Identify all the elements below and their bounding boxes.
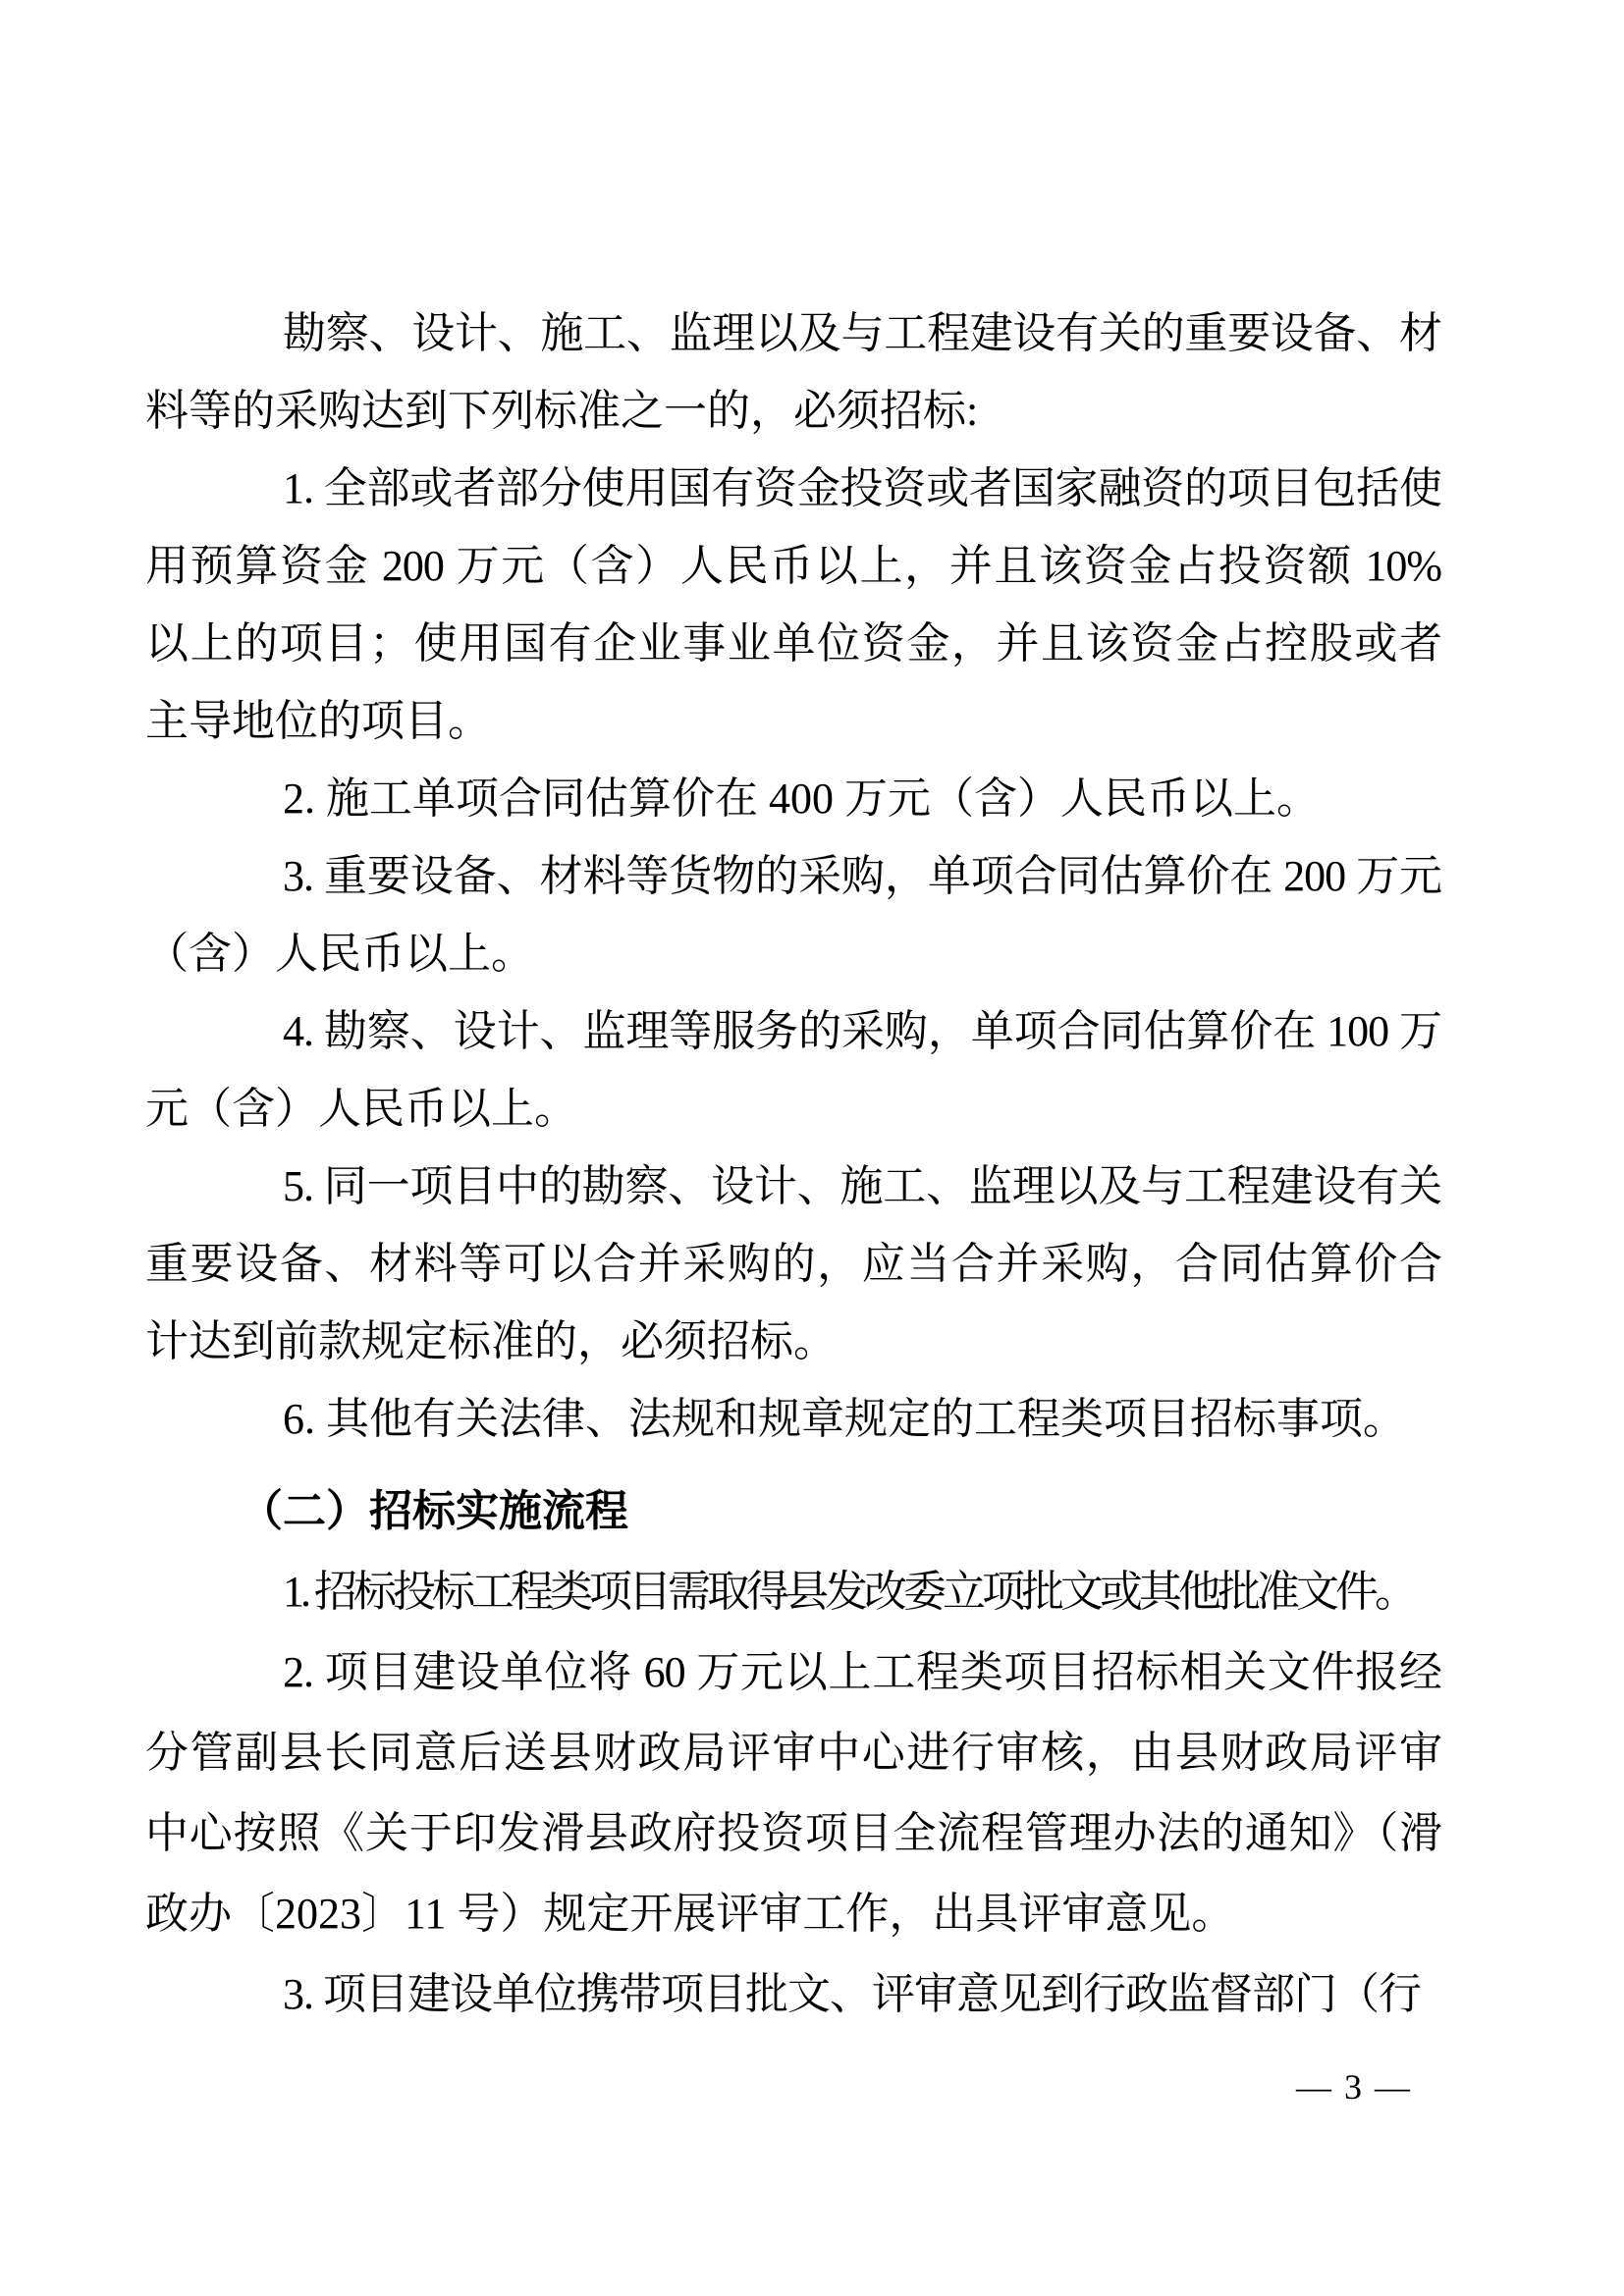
text-line: 分管副县长同意后送县财政局评审中心进行审核，由县财政局评审: [145, 1729, 1441, 1777]
text-line: 政办〔2023〕11 号）规定开展评审工作，出具评审意见。: [145, 1890, 1235, 1938]
text-line: 2. 施工单项合同估算价在 400 万元（含）人民币以上。: [283, 774, 1320, 823]
text-line: 计达到前款规定标准的，必须招标。: [145, 1317, 837, 1365]
text-line: 以上的项目；使用国有企业事业单位资金，并且该资金占控股或者: [145, 619, 1441, 667]
text-line: 主导地位的项目。: [145, 697, 491, 745]
text-line: （含）人民币以上。: [145, 930, 534, 978]
section-heading: （二）招标实施流程: [240, 1487, 628, 1535]
text-line: 用预算资金 200 万元（含）人民币以上，并且该资金占投资额 10%: [145, 542, 1441, 590]
section-bidding-process: [145, 1471, 1441, 2035]
text-line: 勘察、设计、施工、监理以及与工程建设有关的重要设备、材: [283, 309, 1441, 357]
text-line: 2. 项目建设单位将 60 万元以上工程类项目招标相关文件报经: [283, 1648, 1441, 1696]
text-line: 1. 全部或者部分使用国有资金投资或者国家融资的项目包括使: [283, 464, 1441, 512]
page-number: — 3 —: [1296, 2067, 1412, 2107]
section-bidding-standards: [145, 294, 1441, 1458]
text-line: 1. 招标投标工程类项目需取得县发改委立项批文或其他批准文件。: [283, 1568, 1414, 1616]
text-line: 4. 勘察、设计、监理等服务的采购，单项合同估算价在 100 万: [283, 1007, 1441, 1055]
text-line: 6. 其他有关法律、法规和规章规定的工程类项目招标事项。: [283, 1395, 1406, 1443]
document-body: [145, 294, 1441, 2035]
text-line: 3. 项目建设单位携带项目批文、评审意见到行政监督部门（行: [283, 1970, 1421, 2018]
text-line: 3. 重要设备、材料等货物的采购，单项合同估算价在 200 万元: [283, 852, 1441, 900]
text-line: 重要设备、材料等可以合并采购的，应当合并采购，合同估算价合: [145, 1240, 1441, 1288]
text-line: 中心按照《关于印发滑县政府投资项目全流程管理办法的通知》（滑: [145, 1809, 1441, 1857]
text-line: 5. 同一项目中的勘察、设计、施工、监理以及与工程建设有关: [283, 1162, 1441, 1210]
text-line: 料等的采购达到下列标准之一的，必须招标:: [145, 387, 979, 435]
text-line: 元（含）人民币以上。: [145, 1085, 577, 1133]
